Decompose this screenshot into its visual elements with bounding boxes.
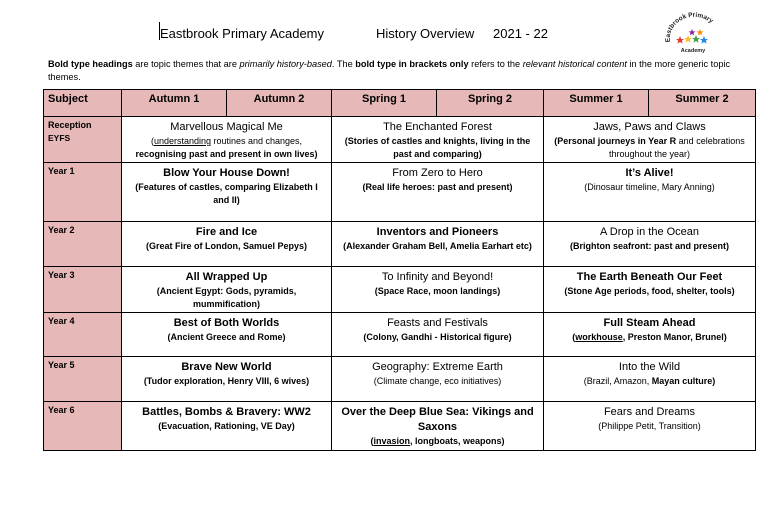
autumn-topic-cell xyxy=(122,357,332,402)
intro-note xyxy=(48,58,738,83)
logo-star xyxy=(692,35,700,43)
col-header-summer1: Summer 1 xyxy=(544,90,649,117)
year-label: Year 4 xyxy=(48,316,75,326)
topic-detail: (Ancient Egypt: Gods, pyramids, mummification) xyxy=(156,286,297,309)
topic-detail: (Brazil, Amazon, Mayan culture) xyxy=(583,376,716,386)
topic-title: A Drop in the Ocean xyxy=(599,226,700,238)
topic-title: Best of Both Worlds xyxy=(173,317,280,329)
topic-detail: (Personal journeys in Year R and celebrations throughout the year) xyxy=(554,136,745,159)
history-overview-table xyxy=(43,89,756,451)
intro-bold-1: Bold type headings xyxy=(48,59,133,69)
spring-topic-cell xyxy=(332,117,544,163)
table-row xyxy=(44,357,756,402)
intro-bold-2: bold type in brackets only xyxy=(355,59,469,69)
logo-star xyxy=(676,36,684,44)
topic-title: Battles, Bombs & Bravery: WW2 xyxy=(142,406,311,418)
topic-detail: (Stories of castles and knights, living in the past and comparing) xyxy=(344,136,531,159)
table-row xyxy=(44,313,756,357)
spring-topic-cell xyxy=(332,357,544,402)
spring-topic-cell xyxy=(332,267,544,313)
topic-detail: (Colony, Gandhi - Historical figure) xyxy=(363,332,512,342)
academic-year: 2021 - 22 xyxy=(493,26,548,41)
school-name: Eastbrook Primary Academy xyxy=(160,26,325,41)
topic-title: Into the Wild xyxy=(618,361,681,373)
topic-title: Brave New World xyxy=(181,361,272,373)
intro-text-1: are topic themes that are xyxy=(132,59,240,69)
summer-topic-cell xyxy=(544,357,756,402)
topic-detail: (Brighton seafront: past and present) xyxy=(569,241,729,251)
logo-star xyxy=(697,29,704,35)
topic-detail: (Space Race, moon landings) xyxy=(374,286,501,296)
year-cell xyxy=(44,313,122,357)
topic-detail: (workhouse, Preston Manor, Brunel) xyxy=(572,332,727,342)
topic-detail: (Philippe Petit, Transition) xyxy=(598,421,701,431)
summer-topic-cell xyxy=(544,222,756,267)
spring-topic-cell xyxy=(332,313,544,357)
spring-topic-cell xyxy=(332,402,544,451)
topic-detail: (invasion, longboats, weapons) xyxy=(370,436,505,446)
col-header-spring2: Spring 2 xyxy=(437,90,544,117)
year-label: Reception xyxy=(48,120,92,130)
topic-title: Fears and Dreams xyxy=(603,406,696,418)
year-label: Year 1 xyxy=(48,166,75,176)
topic-title: Full Steam Ahead xyxy=(603,317,696,329)
topic-detail: (Stone Age periods, food, shelter, tools) xyxy=(564,286,735,296)
col-header-summer2: Summer 2 xyxy=(649,90,756,117)
autumn-topic-cell xyxy=(122,222,332,267)
topic-title: Feasts and Festivals xyxy=(387,317,488,329)
topic-title: Over the Deep Blue Sea: Vikings and Saxons xyxy=(341,406,534,433)
logo-star xyxy=(684,35,692,43)
summer-topic-cell xyxy=(544,117,756,163)
table-row xyxy=(44,117,756,163)
year-label: Year 5 xyxy=(48,360,75,370)
topic-title: From Zero to Hero xyxy=(392,167,483,179)
intro-text-3: refers to the xyxy=(468,59,523,69)
svg-text:Eastbrook Primary xyxy=(665,12,715,42)
summer-topic-cell xyxy=(544,267,756,313)
year-cell xyxy=(44,163,122,222)
autumn-topic-cell xyxy=(122,313,332,357)
intro-italic-1: primarily history-based xyxy=(239,59,332,69)
col-header-spring1: Spring 1 xyxy=(332,90,437,117)
summer-topic-cell xyxy=(544,402,756,451)
logo-star xyxy=(689,29,696,35)
spring-topic-cell xyxy=(332,222,544,267)
col-header-autumn1: Autumn 1 xyxy=(122,90,227,117)
summer-topic-cell xyxy=(544,163,756,222)
school-logo xyxy=(662,12,724,54)
year-label: Year 3 xyxy=(48,270,75,280)
topic-title: Jaws, Paws and Claws xyxy=(593,121,706,133)
logo-stars xyxy=(676,29,708,44)
topic-detail: (Real life heroes: past and present) xyxy=(362,182,513,192)
summer-topic-cell xyxy=(544,313,756,357)
autumn-topic-cell xyxy=(122,117,332,163)
topic-detail: (Climate change, eco initiatives) xyxy=(373,376,502,386)
intro-text-2: . The xyxy=(331,59,356,69)
topic-detail: (Evacuation, Rationing, VE Day) xyxy=(158,421,295,431)
autumn-topic-cell xyxy=(122,402,332,451)
topic-title: To Infinity and Beyond! xyxy=(381,271,494,283)
table-row xyxy=(44,163,756,222)
topic-title: All Wrapped Up xyxy=(185,271,268,283)
year-label: Year 2 xyxy=(48,225,75,235)
year-label: Year 6 xyxy=(48,405,75,415)
topic-title: Fire and Ice xyxy=(195,226,258,238)
topic-title: Marvellous Magical Me xyxy=(170,121,283,133)
logo-star xyxy=(700,36,708,44)
year-cell xyxy=(44,222,122,267)
logo-subtext: Academy xyxy=(680,48,706,54)
topic-detail: (Tudor exploration, Henry VIII, 6 wives) xyxy=(143,376,310,386)
topic-detail: (Dinosaur timeline, Mary Anning) xyxy=(584,182,715,192)
col-header-autumn2: Autumn 2 xyxy=(227,90,332,117)
document-title: History Overview xyxy=(376,26,475,41)
year-cell xyxy=(44,267,122,313)
topic-title: Inventors and Pioneers xyxy=(376,226,499,238)
topic-title: It’s Alive! xyxy=(625,167,674,179)
topic-detail: (Ancient Greece and Rome) xyxy=(167,332,286,342)
topic-detail: (understanding routines and changes, recognising past and present in own lives) xyxy=(135,136,318,159)
col-header-subject: Subject xyxy=(44,90,122,117)
topic-title: The Earth Beneath Our Feet xyxy=(576,271,723,283)
autumn-topic-cell xyxy=(122,267,332,313)
year-cell xyxy=(44,357,122,402)
topic-title: The Enchanted Forest xyxy=(383,121,492,133)
topic-detail: (Features of castles, comparing Elizabeth I and II) xyxy=(135,182,318,205)
topic-detail: (Great Fire of London, Samuel Pepys) xyxy=(145,241,308,251)
spring-topic-cell xyxy=(332,163,544,222)
document-header xyxy=(0,0,780,60)
year-cell xyxy=(44,117,122,163)
topic-title: Geography: Extreme Earth xyxy=(372,361,503,373)
intro-italic-2: relevant historical content xyxy=(522,59,627,69)
table-row xyxy=(44,222,756,267)
intro-text-4: in the more generic topic themes. xyxy=(48,59,731,82)
topic-title: Blow Your House Down! xyxy=(163,167,290,179)
year-sublabel: EYFS xyxy=(48,132,71,143)
table-row xyxy=(44,402,756,451)
logo-arc-text: Eastbrook Primary xyxy=(664,12,715,43)
year-cell xyxy=(44,402,122,451)
table-header-row xyxy=(44,90,756,117)
autumn-topic-cell xyxy=(122,163,332,222)
topic-detail: (Alexander Graham Bell, Amelia Earhart etc) xyxy=(343,241,532,251)
table-row xyxy=(44,267,756,313)
